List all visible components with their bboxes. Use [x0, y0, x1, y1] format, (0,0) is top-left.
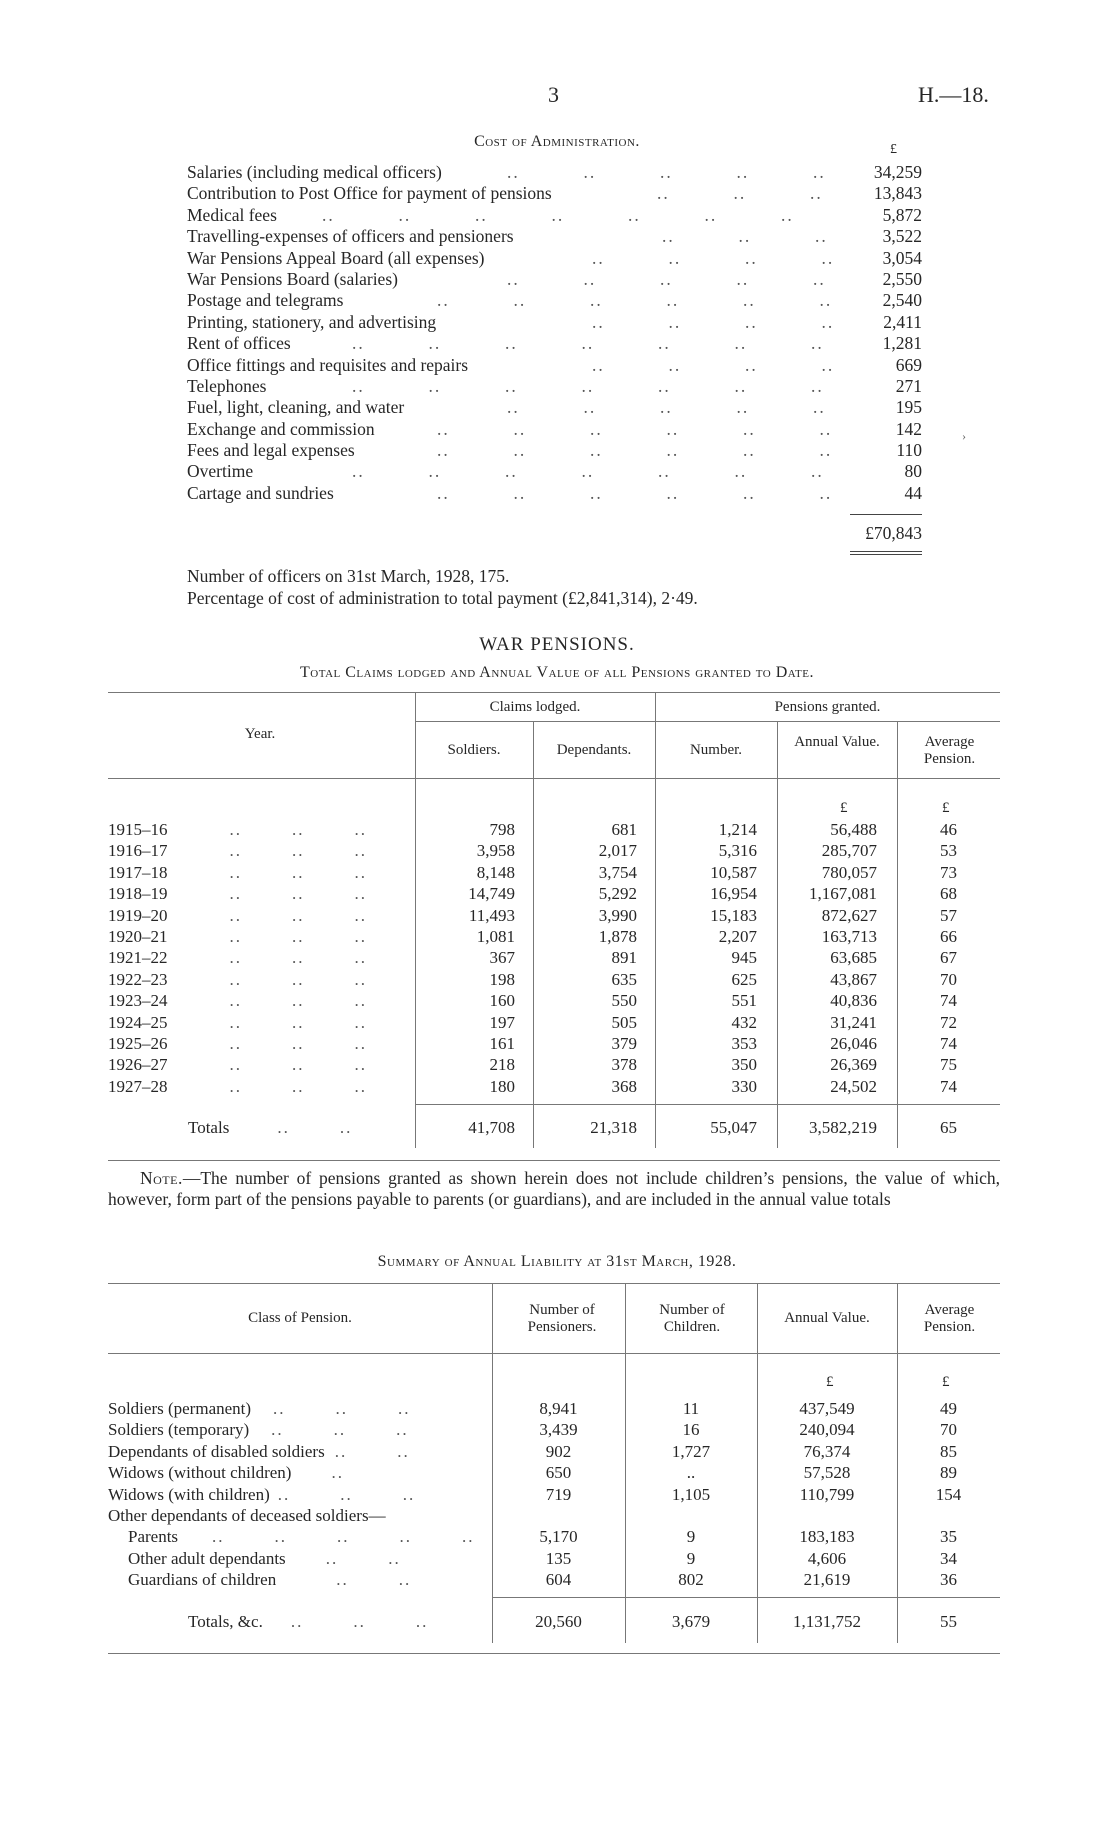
table-row: Widows (without children) .. 650 .. 57,528 89: [108, 1463, 957, 1483]
cost-row: Cartage and sundries .. .. .. .. .. .. 44: [187, 482, 922, 503]
officers-note: Number of officers on 31st March, 1928, 175.: [187, 566, 510, 586]
table-row: Dependants of disabled soldiers .. .. 902 1,727 76,374 85: [108, 1441, 957, 1461]
totals-row: Totals, &c. .. .. .. 20,560 3,679 1,131,752 55: [188, 1612, 957, 1631]
annual-value-unit: £: [840, 800, 848, 816]
cost-row: Contribution to Post Office for payment of pensions .. .. .. 13,843: [187, 183, 922, 204]
average-pension-header: Average Pension.: [923, 734, 976, 767]
table-row: 1917–18 .. .. .. 8,148 3,754 10,587 780,057 73: [108, 862, 957, 882]
summary-annual-value-header: Annual Value.: [784, 1310, 870, 1326]
war-table-totals-rule: [415, 1104, 1000, 1105]
cost-row: Medical fees .. .. .. .. .. .. .. 5,872: [187, 204, 922, 225]
cost-row: War Pensions Board (salaries) .. .. .. .. .. 2,550: [187, 268, 922, 289]
summary-average-header: Average Pension.: [923, 1302, 976, 1335]
war-table-group-rule: [415, 721, 1000, 722]
cost-row: Office fittings and requisites and repairs .. .. .. .. 669: [187, 354, 922, 375]
table-row: 1916–17 .. .. .. 3,958 2,017 5,316 285,707 53: [108, 841, 957, 861]
page-number: 3: [548, 82, 559, 107]
summary-bottom-rule: [108, 1653, 1000, 1654]
cost-row: Rent of offices .. .. .. .. .. .. .. 1,281: [187, 333, 922, 354]
war-pensions-table: [108, 819, 1000, 1097]
table-row: 1924–25 .. .. .. 197 505 432 31,241 72: [108, 1012, 957, 1032]
cost-row: War Pensions Appeal Board (all expenses) .. .. .. .. 3,054: [187, 247, 922, 268]
note-lead: Note.: [140, 1168, 183, 1188]
summary-top-rule: [108, 1283, 1000, 1284]
percentage-note: Percentage of cost of administration to total payment (£2,841,314), 2·49.: [187, 588, 698, 608]
war-table-header-rule: [108, 778, 1000, 779]
class-of-pension-header: Class of Pension.: [248, 1310, 352, 1326]
war-table-bottom-rule: [108, 1160, 1000, 1161]
annual-value-header: Annual Value.: [794, 734, 880, 750]
cost-row: Telephones .. .. .. .. .. .. .. 271: [187, 375, 922, 396]
table-row: 1927–28 .. .. .. 180 368 330 24,502 74: [108, 1076, 957, 1096]
table-row: 1918–19 .. .. .. 14,749 5,292 16,954 1,167,081 68: [108, 884, 957, 904]
summary-totals-rule: [492, 1597, 1000, 1598]
summary-header-rule: [108, 1353, 1000, 1354]
table-row: 1922–23 .. .. .. 198 635 625 43,867 70: [108, 969, 957, 989]
summary-table: [108, 1398, 1000, 1591]
number-of-pensioners-header: Number of Pensioners.: [527, 1302, 597, 1335]
cost-row: Exchange and commission .. .. .. .. .. .. 142: [187, 418, 922, 439]
cost-row: Overtime .. .. .. .. .. .. .. 80: [187, 461, 922, 482]
cost-total-rule-2: [850, 554, 922, 555]
dependants-header: Dependants.: [556, 742, 632, 758]
table-row: Other adult dependants .. .. 135 9 4,606 34: [128, 1548, 957, 1568]
table-row: 1919–20 .. .. .. 11,493 3,990 15,183 872,627 57: [108, 905, 957, 925]
number-header: Number.: [689, 742, 743, 758]
summary-average-unit: £: [942, 1374, 950, 1390]
document-reference: H.—18.: [918, 82, 989, 107]
summary-totals: [108, 1611, 1000, 1632]
pensions-granted-header: Pensions granted.: [774, 699, 881, 715]
cost-row: Postage and telegrams .. .. .. .. .. .. 2,540: [187, 290, 922, 311]
cost-currency-header: £: [890, 142, 897, 157]
table-row: 1921–22 .. .. .. 367 891 945 63,685 67: [108, 948, 957, 968]
claims-lodged-header: Claims lodged.: [489, 699, 581, 715]
cost-of-administration-title: Cost of Administration.: [474, 133, 640, 150]
year-header: Year.: [244, 726, 276, 742]
margin-mark: ›: [962, 429, 966, 443]
table-row: Widows (with children) .. .. .. 719 1,105 110,799 154: [108, 1484, 962, 1504]
table-row: Parents .. .. .. .. .. 5,170 9 183,183 35: [128, 1527, 957, 1547]
table-row: 1923–24 .. .. .. 160 550 551 40,836 74: [108, 991, 957, 1011]
cost-total: £70,843: [865, 523, 922, 543]
soldiers-header: Soldiers.: [447, 742, 501, 758]
table-row: Soldiers (permanent) .. .. .. 8,941 11 437,549 49: [108, 1399, 957, 1418]
war-pensions-totals: [108, 1117, 1000, 1138]
table-row: 1915–16 .. .. .. 798 681 1,214 56,488 46: [108, 820, 957, 839]
number-of-children-header: Number of Children.: [659, 1302, 725, 1335]
cost-list: [187, 162, 922, 504]
cost-row: Fees and legal expenses .. .. .. .. .. .. 110: [187, 440, 922, 461]
war-pensions-heading: WAR PENSIONS.: [479, 634, 635, 655]
cost-row: Printing, stationery, and advertising .. .. .. .. 2,411: [187, 311, 922, 332]
cost-subtotal-rule: [850, 514, 922, 515]
table-row: Soldiers (temporary) .. .. .. 3,439 16 240,094 70: [108, 1420, 957, 1440]
table-row: 1926–27 .. .. .. 218 378 350 26,369 75: [108, 1055, 957, 1075]
table-row: 1925–26 .. .. .. 161 379 353 26,046 74: [108, 1034, 957, 1054]
summary-title: Summary of Annual Liability at 31st March, 1928.: [377, 1253, 737, 1270]
war-table-top-rule: [108, 692, 1000, 693]
cost-total-rule-1: [850, 551, 922, 552]
table-row: Guardians of children .. .. 604 802 21,619 36: [128, 1570, 957, 1590]
totals-row: Totals .. .. 41,708 21,318 55,047 3,582,219 65: [188, 1118, 957, 1137]
cost-row: Fuel, light, cleaning, and water .. .. .. .. .. 195: [187, 397, 922, 418]
note-text: —The number of pensions granted as shown herein does not include children’s pensions, the value of which, however, form part of the pensions payable to parents (or guardians), and are included in the annual value totals: [108, 1168, 1000, 1209]
cost-row: Salaries (including medical officers) .. .. .. .. .. 34,259: [187, 162, 922, 182]
average-pension-unit: £: [942, 800, 950, 816]
table-row: 1920–21 .. .. .. 1,081 1,878 2,207 163,713 66: [108, 927, 957, 947]
cost-row: Travelling-expenses of officers and pensioners .. .. .. 3,522: [187, 226, 922, 247]
pensions-note: [108, 1168, 1000, 1210]
war-pensions-subheading: Total Claims lodged and Annual Value of all Pensions granted to Date.: [300, 664, 814, 681]
table-row: Other dependants of deceased soldiers—: [108, 1506, 386, 1526]
summary-annual-value-unit: £: [826, 1374, 834, 1390]
